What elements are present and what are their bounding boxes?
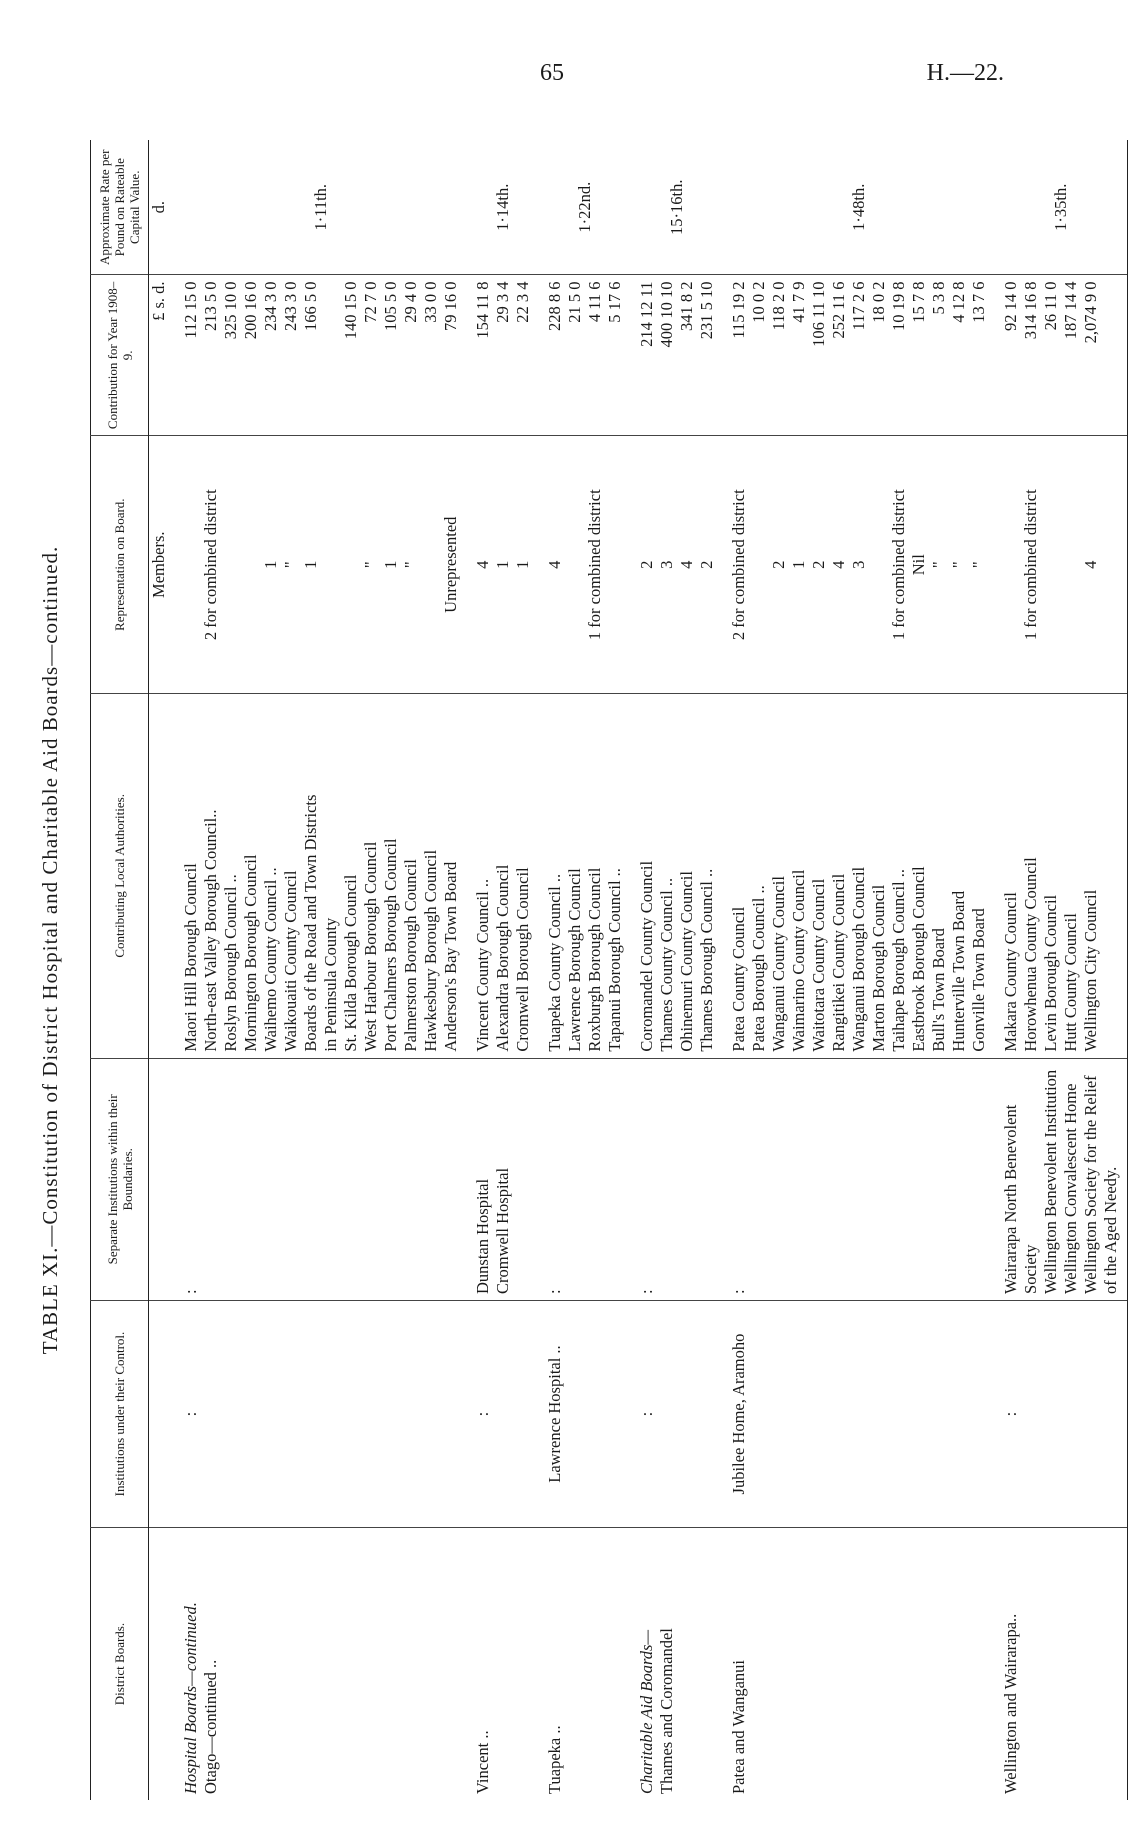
authorities-cell-line: Waihemo County Council .. — [261, 867, 280, 1052]
district-board-cell-line: Wellington and Wairarapa.. — [1001, 1613, 1020, 1794]
district-board-cell-line: Charitable Aid Boards— — [637, 1629, 656, 1794]
representation-cell-line: 2 — [809, 560, 828, 569]
authorities-cell-line: North-east Valley Borough Council.. — [201, 809, 220, 1052]
col-rate: Approximate Rate per Pound on Rateable Capital Value. — [91, 140, 149, 275]
institutions-cell — [169, 1300, 461, 1527]
authorities-cell-line: Tuapeka County Council .. — [545, 873, 564, 1052]
representation-cell-line — [605, 442, 625, 687]
representation-cell-line: " — [969, 561, 988, 569]
district-board-cell-line: Otago—continued .. — [201, 1659, 220, 1794]
representation-cell-line: " — [929, 561, 948, 569]
contribution-cell-line: 5 3 8 — [929, 281, 948, 315]
contribution-cell-line: 18 0 2 — [869, 281, 888, 323]
rate-cell-line: 15·16th. — [667, 179, 686, 235]
contribution-cell-line: 112 15 0 — [181, 281, 200, 339]
district-board-cell-line: Tuapeka .. — [545, 1725, 564, 1794]
rate-cell — [461, 140, 533, 275]
institutions-cell — [717, 1300, 989, 1527]
contribution-cell — [989, 275, 1128, 436]
separate-institutions-cell-line: Cromwell Hospital — [493, 1167, 512, 1294]
authorities-cell-line: Wanganui Borough Council — [849, 866, 868, 1052]
contribution-cell-line: 10 19 8 — [889, 281, 908, 331]
authorities-cell-line: Cromwell Borough Council — [513, 867, 532, 1052]
board-group-row — [461, 140, 533, 1800]
representation-cell-line: 2 — [697, 560, 716, 569]
representation-cell-line — [1061, 442, 1081, 687]
institutions-cell — [461, 1300, 533, 1527]
separate-institutions-cell-line: : — [181, 1289, 200, 1294]
contribution-cell-line: 214 12 11 — [637, 281, 656, 347]
rate-cell — [533, 140, 625, 275]
representation-cell — [169, 436, 461, 694]
institutions-cell-line: : — [637, 1411, 656, 1417]
rate-cell — [169, 140, 461, 275]
institutions-cell-line: : — [473, 1411, 492, 1417]
representation-cell-line: Unrepresented — [441, 516, 460, 613]
separate-institutions-cell-line: : — [637, 1289, 656, 1294]
representation-cell-line: 2 — [769, 560, 788, 569]
rate-cell — [989, 140, 1128, 275]
authorities-cell-line: Roslyn Borough Council .. — [221, 874, 240, 1052]
contribution-cell — [461, 275, 533, 436]
institutions-cell — [989, 1300, 1128, 1527]
representation-cell-line: 2 — [637, 560, 656, 569]
district-board-cell — [989, 1528, 1128, 1800]
contribution-cell-line: 105 5 0 — [381, 281, 400, 331]
contribution-cell-line: 115 19 2 — [729, 281, 748, 339]
authorities-cell-line: Waikouaiti County Council — [281, 870, 300, 1052]
contribution-cell-line: 10 0 2 — [749, 281, 768, 323]
institutions-cell-line: Jubilee Home, Aramoho — [729, 1333, 748, 1495]
representation-cell-line: 4 — [829, 560, 848, 569]
representation-cell-line — [869, 442, 889, 687]
representation-cell-line: 1 — [789, 560, 808, 569]
representation-cell — [461, 436, 533, 694]
representation-cell-line — [1041, 442, 1061, 687]
table-title: TABLE XI.—Constitution of District Hospital and Charitable Aid Boards—continued. — [38, 545, 62, 1355]
authorities-cell-line: St. Kilda Borough Council — [341, 874, 360, 1052]
board-group-row — [989, 140, 1128, 1800]
authorities-cell-line: Alexandra Borough Council — [493, 864, 512, 1052]
separate-institutions-cell-line: Dunstan Hospital — [473, 1178, 492, 1294]
authorities-cell-line: Makara County Council — [1001, 892, 1020, 1052]
contribution-cell-line: 228 8 6 — [545, 281, 564, 331]
representation-cell-line — [221, 442, 241, 687]
representation-cell-line: 1 — [493, 560, 512, 569]
contribution-cell-line: 200 16 0 — [241, 281, 260, 340]
representation-cell-line: Nil — [909, 554, 928, 576]
representation-cell-line: 4 — [1081, 560, 1100, 569]
authorities-cell — [461, 694, 533, 1059]
authorities-cell-line: Coromandel County Council — [637, 860, 656, 1052]
contribution-cell — [169, 275, 461, 436]
district-board-cell — [717, 1528, 989, 1800]
separate-institutions-cell — [461, 1058, 533, 1300]
institutions-cell-line: Lawrence Hospital .. — [545, 1345, 564, 1483]
contribution-cell-line: 314 16 8 — [1021, 281, 1040, 340]
authorities-cell-line: in Peninsula County — [321, 917, 340, 1052]
authorities-cell-line: Mornington Borough Council — [241, 854, 260, 1052]
constitution-table — [90, 140, 1128, 1800]
representation-cell-line: 4 — [473, 560, 492, 569]
representation-cell-line: 2 for combined district — [729, 489, 748, 641]
authorities-cell-line: Hutt County Council — [1061, 913, 1080, 1052]
contribution-cell-line: 187 14 4 — [1061, 281, 1080, 340]
authorities-cell-line: Eastbrook Borough Council — [909, 866, 928, 1052]
units-rate: d. — [149, 201, 168, 214]
representation-cell-line: 1 — [301, 560, 320, 569]
authorities-cell — [533, 694, 625, 1059]
contribution-cell-line: 117 2 6 — [849, 281, 868, 331]
authorities-cell — [169, 694, 461, 1059]
contribution-cell-line: 15 7 8 — [909, 281, 928, 323]
authorities-cell-line: Hawkesbury Borough Council — [421, 849, 440, 1052]
authorities-cell-line: Port Chalmers Borough Council — [381, 838, 400, 1052]
representation-cell-line: 2 for combined district — [201, 489, 220, 641]
representation-cell — [717, 436, 989, 694]
separate-institutions-cell-line: Wellington Convalescent Home — [1061, 1083, 1080, 1294]
district-board-cell-line: Vincent .. — [473, 1730, 492, 1794]
representation-cell-line: 3 — [657, 560, 676, 569]
contribution-cell-line: 41 7 9 — [789, 281, 808, 323]
authorities-cell-line: Hunterville Town Board — [949, 890, 968, 1052]
authorities-cell — [717, 694, 989, 1059]
authorities-cell-line: Horowhenua County Council — [1021, 857, 1040, 1052]
representation-cell-line: 4 — [545, 560, 564, 569]
col-separate-institutions: Separate Institutions within their Boundaries. — [91, 1058, 149, 1300]
contribution-cell-line: 140 15 0 — [341, 281, 360, 340]
authorities-cell-line: Waimarino County Council — [789, 869, 808, 1052]
contribution-cell-line: 325 10 0 — [221, 281, 240, 340]
board-group-row — [169, 140, 461, 1800]
authorities-cell-line: Patea Borough Council .. — [749, 885, 768, 1052]
rotated-table-page — [30, 100, 1120, 1800]
representation-cell — [533, 436, 625, 694]
board-group-row — [533, 140, 625, 1800]
representation-cell-line: " — [281, 561, 300, 569]
separate-institutions-cell-line: Wellington Society for the Relief — [1081, 1075, 1100, 1294]
institutions-cell-line: : — [181, 1411, 200, 1417]
contribution-cell-line: 231 5 10 — [697, 281, 716, 340]
district-board-cell-line: Thames and Coromandel — [657, 1628, 676, 1794]
institutions-cell — [625, 1300, 717, 1527]
district-board-cell — [169, 1528, 461, 1800]
representation-cell — [989, 436, 1128, 694]
contribution-cell-line: 234 3 0 — [261, 281, 280, 331]
contribution-cell-line: 26 11 0 — [1041, 281, 1060, 331]
separate-institutions-cell-line: of the Aged Needy. — [1101, 1166, 1120, 1294]
authorities-cell-line: Patea County Council — [729, 906, 748, 1052]
contribution-cell-line: 4 12 8 — [949, 281, 968, 323]
authorities-cell-line: Taihape Borough Council .. — [889, 869, 908, 1052]
contribution-cell-line: 22 3 4 — [513, 281, 532, 323]
representation-cell-line: " — [401, 561, 420, 569]
representation-cell-line: 4 — [677, 560, 696, 569]
contribution-cell-line: 400 10 10 — [657, 281, 676, 348]
units-contribution: £ s. d. — [149, 275, 170, 436]
col-contribution: Contribution for Year 1908–9. — [91, 275, 149, 436]
district-board-cell — [625, 1528, 717, 1800]
authorities-cell-line: Wanganui County Council — [769, 876, 788, 1052]
contribution-cell — [533, 275, 625, 436]
separate-institutions-cell-line: Wellington Benevolent Institution — [1041, 1069, 1060, 1294]
representation-cell-line: 1 for combined district — [889, 489, 908, 641]
separate-institutions-cell-line: : — [545, 1289, 564, 1294]
contribution-cell-line: 252 11 6 — [829, 281, 848, 339]
district-board-cell — [461, 1528, 533, 1800]
rate-cell-line: 1·22nd. — [575, 181, 594, 233]
contribution-cell-line: 213 5 0 — [201, 281, 220, 331]
units-row — [149, 140, 170, 1800]
contribution-cell-line: 29 3 4 — [493, 281, 512, 323]
authorities-cell-line: Wellington City Council — [1081, 889, 1100, 1052]
contribution-cell-line: 79 16 0 — [441, 281, 460, 331]
separate-institutions-cell — [169, 1058, 461, 1300]
representation-cell-line — [565, 442, 585, 687]
authorities-cell-line: Marton Borough Council — [869, 884, 888, 1052]
separate-institutions-cell — [989, 1058, 1128, 1300]
authorities-cell — [989, 694, 1128, 1059]
authorities-cell-line: Thames County Council .. — [657, 877, 676, 1052]
separate-institutions-cell-line: : — [729, 1289, 748, 1294]
authorities-cell-line: Thames Borough Council .. — [697, 868, 716, 1052]
institutions-cell — [533, 1300, 625, 1527]
representation-cell-line: 1 — [261, 560, 280, 569]
rate-cell-line: 1·48th. — [849, 183, 868, 231]
contribution-cell-line: 166 5 0 — [301, 281, 320, 331]
separate-institutions-cell — [625, 1058, 717, 1300]
separate-institutions-cell-line: Wairarapa North Benevolent — [1001, 1104, 1020, 1294]
header-row — [91, 140, 149, 1800]
authorities-cell-line: Gonville Town Board — [969, 908, 988, 1052]
representation-cell-line — [749, 442, 769, 687]
representation-cell-line: 1 — [513, 560, 532, 569]
district-board-cell — [533, 1528, 625, 1800]
contribution-cell-line: 243 3 0 — [281, 281, 300, 331]
contribution-cell-line: 4 11 6 — [585, 281, 604, 323]
authorities-cell-line: Roxburgh Borough Council — [585, 867, 604, 1052]
authorities-cell-line: Waitotara County Council — [809, 878, 828, 1052]
authorities-cell-line: Bull's Town Board — [929, 928, 948, 1052]
page-reference: H.—22. — [926, 60, 1004, 86]
institutions-cell-line: : — [1001, 1411, 1020, 1417]
contribution-cell-line: 5 17 6 — [605, 281, 624, 323]
representation-cell-line — [181, 442, 201, 687]
contribution-cell-line: 154 11 8 — [473, 281, 492, 339]
authorities-cell-line: Vincent County Council .. — [473, 878, 492, 1052]
rate-cell-line: 1·14th. — [493, 183, 512, 231]
authorities-cell-line: Boards of the Road and Town Districts — [301, 794, 320, 1052]
contribution-cell-line: 13 7 6 — [969, 281, 988, 323]
representation-cell-line: " — [361, 561, 380, 569]
separate-institutions-cell-line: Society — [1021, 1244, 1040, 1294]
authorities-cell-line: West Harbour Borough Council — [361, 841, 380, 1052]
authorities-cell-line: Palmerston Borough Council — [401, 859, 420, 1052]
authorities-cell-line: Maori Hill Borough Council — [181, 863, 200, 1052]
representation-cell-line: 3 — [849, 560, 868, 569]
representation-cell-line — [1001, 442, 1021, 687]
col-district-boards: District Boards. — [91, 1528, 149, 1800]
contribution-cell-line: 341 8 2 — [677, 281, 696, 331]
separate-institutions-cell — [717, 1058, 989, 1300]
representation-cell-line: 1 for combined district — [585, 489, 604, 641]
representation-cell-line — [241, 442, 261, 687]
contribution-cell-line: 21 5 0 — [565, 281, 584, 323]
contribution-cell-line: 92 14 0 — [1001, 281, 1020, 331]
contribution-cell-line: 33 0 0 — [421, 281, 440, 323]
col-institutions: Institutions under their Control. — [91, 1300, 149, 1527]
page-number: 65 — [540, 60, 564, 86]
contribution-cell-line: 106 11 10 — [809, 281, 828, 347]
contribution-cell-line: 2,074 9 0 — [1081, 281, 1100, 344]
representation-cell-line — [321, 442, 341, 687]
contribution-cell — [625, 275, 717, 436]
representation-cell-line: 1 — [381, 560, 400, 569]
representation-cell-line — [421, 442, 441, 687]
representation-cell-line: 1 for combined district — [1021, 489, 1040, 641]
authorities-cell — [625, 694, 717, 1059]
col-representation: Representation on Board. — [91, 436, 149, 694]
authorities-cell-line: Rangitikei County Council — [829, 873, 848, 1052]
authorities-cell-line: Lawrence Borough Council — [565, 868, 584, 1052]
contribution-cell-line: 29 4 0 — [401, 281, 420, 323]
representation-cell — [625, 436, 717, 694]
col-authorities: Contributing Local Authorities. — [91, 694, 149, 1059]
contribution-cell-line: 72 7 0 — [361, 281, 380, 323]
authorities-cell-line: Anderson's Bay Town Board — [441, 861, 460, 1052]
board-group-row — [717, 140, 989, 1800]
district-board-cell-line: Hospital Boards—continued. — [181, 1602, 200, 1794]
rate-cell — [717, 140, 989, 275]
separate-institutions-cell — [533, 1058, 625, 1300]
rate-cell-line: 1·11th. — [311, 183, 330, 231]
district-board-cell-line: Patea and Wanganui — [729, 1660, 748, 1794]
rate-cell-line: 1·35th. — [1051, 183, 1070, 231]
representation-cell-line: " — [949, 561, 968, 569]
authorities-cell-line: Ohinemuri County Council — [677, 871, 696, 1052]
table-body — [169, 140, 1128, 1800]
contribution-cell — [717, 275, 989, 436]
board-group-row — [625, 140, 717, 1800]
authorities-cell-line: Tapanui Borough Council .. — [605, 868, 624, 1052]
contribution-cell-line: 118 2 0 — [769, 281, 788, 331]
representation-cell-line — [341, 442, 361, 687]
contribution-cell-line — [321, 281, 341, 429]
authorities-cell-line: Levin Borough Council — [1041, 894, 1060, 1052]
rate-cell — [625, 140, 717, 275]
units-representation: Members. — [149, 436, 170, 694]
